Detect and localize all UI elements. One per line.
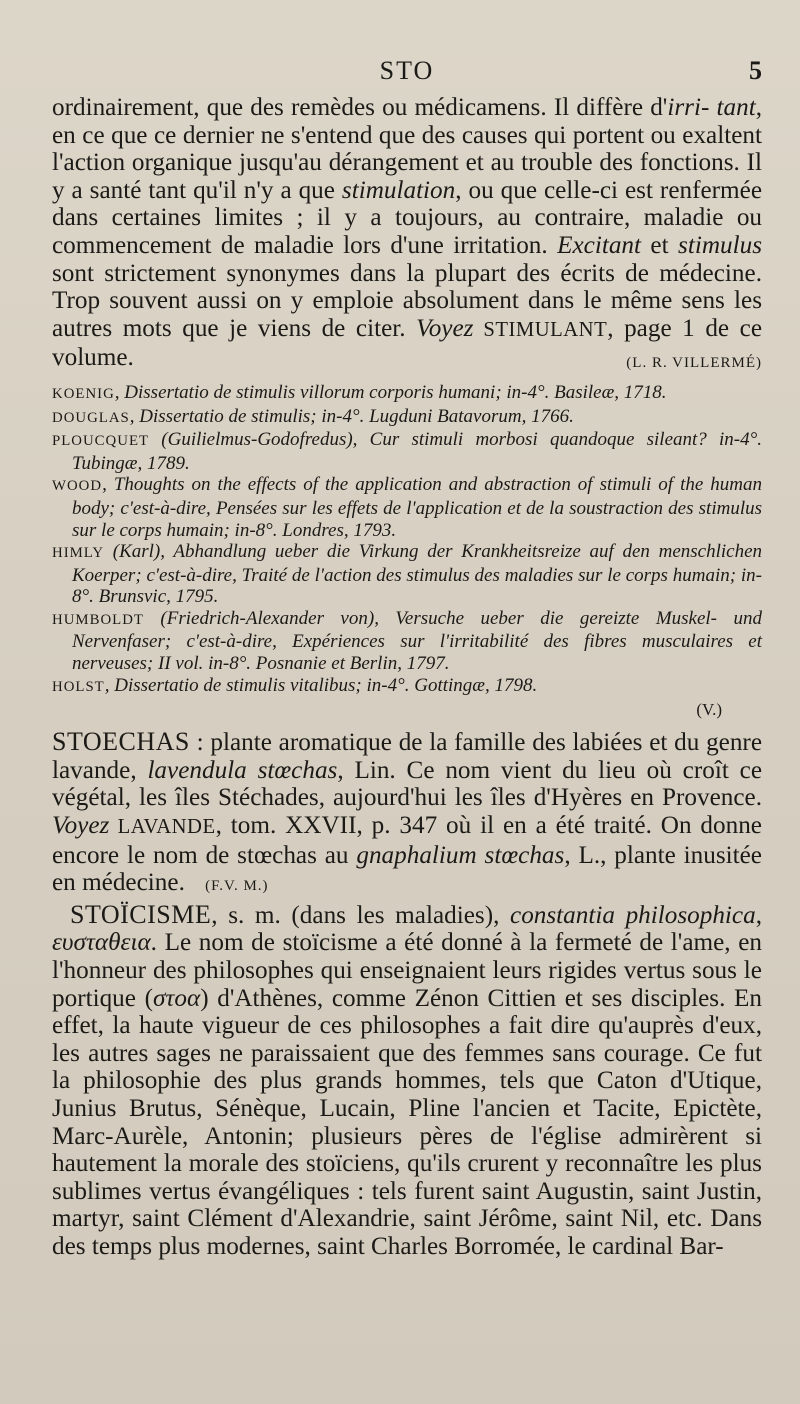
- bib-author: DOUGLAS: [52, 409, 130, 426]
- italic-term: lavendula stœchas: [147, 756, 338, 784]
- italic-term: stimulus: [678, 231, 762, 259]
- bib-author: PLOUCQUET: [52, 433, 150, 450]
- entry-headword: STOECHAS: [52, 727, 190, 757]
- text-run: ordinairement, que des remèdes ou médicamens. Il diffère d': [52, 94, 668, 121]
- bib-text: , Dissertatio de stimulis; in-4°. Lugduni Batavorum, 1766.: [129, 405, 574, 427]
- text-run: , tom. XXVII, p. 347 où il en a été traité. On donne encore le nom de stœchas au: [52, 812, 762, 869]
- text-run: . Le nom de stoïcisme a été donné à la fermeté de l'ame, en l'honneur des philosophes qui enseignaient leurs rigides vertus sous le portique (: [52, 929, 762, 1012]
- greek-term: στοα: [152, 984, 201, 1012]
- page-number: 5: [749, 56, 762, 85]
- text-run: , en ce que ce dernier ne s'entend que des causes qui portent ou exaltent l'action organique jusqu'au dérangement et au trouble des fonctions. Il y a santé tant qu'il n'y a que: [52, 94, 762, 204]
- bibliography-entry: [52, 675, 762, 699]
- text-run: ,: [755, 901, 763, 929]
- bib-text: , Dissertatio de stimulis villorum corporis humani; in-4°. Basileæ, 1718.: [114, 381, 667, 403]
- text-run: sont strictement synonymes dans la plupart des écrits de médecine. Trop souvent aussi on y emploie absolument dans le même sens les autres mots que je viens de citer.: [52, 259, 762, 342]
- bib-author: HIMLY: [52, 545, 105, 562]
- bibliography-signature: (V.): [696, 700, 722, 720]
- text-run: et: [641, 231, 679, 259]
- text-run: , ou que celle-ci est renfermée dans certaines limites ; il y a toujours, au contraire, maladie ou commencement de maladie lors d'une irritation.: [52, 176, 762, 259]
- text-run: , s. m. (dans les maladies),: [211, 901, 511, 929]
- bibliography-entry: [52, 474, 762, 541]
- bib-text: (Guilielmus-Godofredus), Cur stimuli morbosi quandoque sileant? in-4°. Tubingæ, 1789.: [72, 429, 762, 474]
- bib-text: , Dissertatio de stimulis vitalibus; in-4°. Gottingæ, 1798.: [104, 674, 538, 696]
- greek-term: ευσταθεια: [52, 929, 151, 957]
- italic-term: Excitant: [557, 231, 642, 259]
- bib-author: HUMBOLDT: [52, 611, 144, 628]
- author-signature: (L. R. VILLERMÉ): [626, 355, 762, 372]
- italic-term: stimulation: [341, 176, 456, 204]
- entry-stoicisme: [52, 901, 762, 1261]
- italic-term: irri-: [667, 94, 710, 121]
- text-run: , Lin. Ce nom vient du lieu où croît ce végétal, les îles Stéchades, aujourd'hui les îles d'Hyères en Provence.: [52, 756, 762, 812]
- italic-term: Voyez: [52, 812, 110, 840]
- page-header: [52, 54, 762, 94]
- italic-term: tant: [716, 94, 756, 121]
- italic-term: gnaphalium stœchas: [356, 841, 565, 869]
- bibliography-entry: [52, 382, 762, 406]
- bibliography-entry: [52, 541, 762, 608]
- text-run: ) d'Athènes, comme Zénon Cittien et ses disciples. En effet, la haute vigueur de ces philosophes a fait dire qu'auprès d'eux, les autres sages ne paraissaient que des femmes sans courage. Ce fut la philosophie des plus grands hommes, tels que Caton d'Utique, Junius Brutus, Sénèque, Lucain, Pline l'ancien et Tacite, Epictète, Marc-Aurèle, Antonin; plusieurs pères de l'église admirèrent si hautement la morale des stoïciens, qu'ils crurent y reconnaître les plus sublimes vertus évangéliques : tels furent saint Augustin, saint Justin, martyr, saint Clément d'Alexandrie, saint Jérôme, saint Nil, etc. Dans des temps plus modernes, saint Charles Borromée, le cardinal Bar-: [52, 984, 762, 1260]
- bibliography-entry: [52, 406, 762, 430]
- author-signature: (F.V. M.): [205, 878, 269, 895]
- text-run: , page 1 de ce volume.: [52, 314, 762, 372]
- italic-term: constantia philosophica: [510, 901, 756, 929]
- running-head: STO: [379, 56, 435, 85]
- text-run: , L., plante inusitée en médecine.: [52, 841, 762, 897]
- cross-reference: STIMULANT: [473, 318, 608, 341]
- cross-reference: LAVANDE: [109, 816, 216, 839]
- bib-text: , Thoughts on the effects of the application and abstraction of stimuli of the human body; c'est-à-dire, Pensées sur les effets de l'application et de la soustraction des stimulus sur le corps humain; in-8°. Londres, 1793.: [72, 474, 762, 541]
- paragraph-stimulus-continued: [52, 94, 762, 372]
- bibliography-entry: [52, 608, 762, 675]
- entry-stoechas: [52, 728, 762, 901]
- bib-text: (Friedrich-Alexander von), Versuche ueber die gereizte Muskel- und Nervenfaser; c'est-à-dire, Expériences sur l'irritabilité des fibres musculaires et nerveuses; II vol. in-8°. Posnanie et Berlin, 1797.: [72, 607, 762, 675]
- text-run: : plante aromatique de la famille des labiées et du genre lavande,: [52, 729, 762, 784]
- bib-author: WOOD: [52, 478, 103, 495]
- entry-headword: STOÏCISME: [70, 899, 212, 929]
- bib-author: HOLST: [52, 678, 105, 695]
- bibliography-entry: [52, 429, 762, 474]
- bib-author: KOENIG: [52, 385, 115, 402]
- bibliography: [52, 382, 762, 698]
- italic-term: Voyez: [416, 314, 474, 342]
- bib-text: (Karl), Abhandlung ueber die Virkung der Krankheitsreize auf den menschlichen Koerper; c'est-à-dire, Traité de l'action des stimulus des maladies sur le corps humain; in-8°. Brunsvic, 1795.: [72, 541, 762, 608]
